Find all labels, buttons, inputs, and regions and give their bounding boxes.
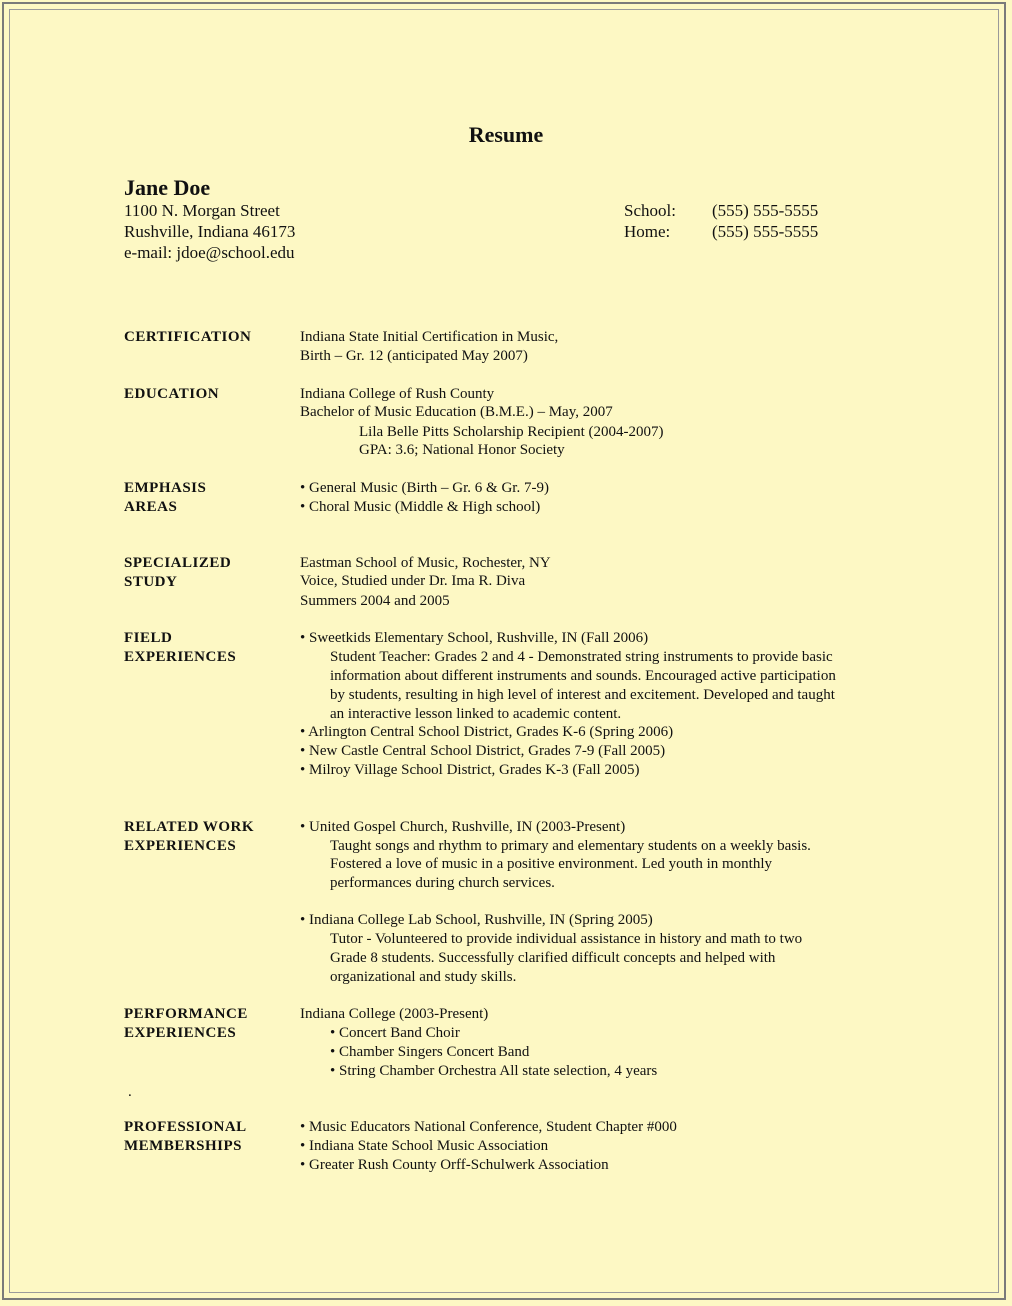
education-line: GPA: 3.6; National Honor Society xyxy=(359,442,565,458)
related-desc-line: Fostered a love of music in a positive environment. Led youth in monthly xyxy=(330,856,773,872)
home-phone-value: (555) 555-5555 xyxy=(712,222,819,241)
field-desc-line: an interactive lesson linked to academic content. xyxy=(330,706,622,722)
education-heading: EDUCATION xyxy=(124,386,220,402)
field-desc-line: by students, resulting in high level of interest and excitement. Developed and taught xyxy=(330,687,835,703)
emphasis-item: • General Music (Birth – Gr. 6 & Gr. 7-9) xyxy=(300,480,549,496)
related-job: • United Gospel Church, Rushville, IN (2003-Present) xyxy=(300,819,626,835)
performance-item: • Chamber Singers Concert Band xyxy=(330,1044,530,1060)
resume-title: Resume xyxy=(468,122,544,147)
certification-heading: CERTIFICATION xyxy=(124,329,252,345)
school-phone-label: School: xyxy=(624,201,676,220)
specialized-line: Eastman School of Music, Rochester, NY xyxy=(300,555,551,571)
applicant-name: Jane Doe xyxy=(124,175,211,200)
field-item: • New Castle Central School District, Grades 7-9 (Fall 2005) xyxy=(300,743,666,759)
performance-item: • String Chamber Orchestra All state selection, 4 years xyxy=(330,1063,658,1079)
specialized-line: Voice, Studied under Dr. Ima R. Diva xyxy=(300,573,526,589)
street-address: 1100 N. Morgan Street xyxy=(124,201,280,220)
related-desc-line: Taught songs and rhythm to primary and elementary students on a weekly basis. xyxy=(330,838,811,854)
field-desc-line: information about different instruments and sounds. Encouraged active participation xyxy=(330,668,836,684)
email-address: e-mail: jdoe@school.edu xyxy=(124,243,295,262)
membership-item: • Greater Rush County Orff-Schulwerk Association xyxy=(300,1157,609,1173)
field-item: • Milroy Village School District, Grades K-3 (Fall 2005) xyxy=(300,762,640,778)
memberships-heading: PROFESSIONAL MEMBERSHIPS xyxy=(124,1119,247,1154)
certification-line: Birth – Gr. 12 (anticipated May 2007) xyxy=(300,348,528,364)
emphasis-item: • Choral Music (Middle & High school) xyxy=(300,499,541,515)
related-desc-line: organizational and study skills. xyxy=(330,969,517,985)
related-job: • Indiana College Lab School, Rushville, IN (Spring 2005) xyxy=(300,912,653,928)
specialized-heading: SPECIALIZED STUDY xyxy=(124,555,232,590)
city-address: Rushville, Indiana 46173 xyxy=(124,222,296,241)
performance-item: • Concert Band Choir xyxy=(330,1025,460,1041)
home-phone-label: Home: xyxy=(624,222,671,241)
related-desc-line: Grade 8 students. Successfully clarified difficult concepts and helped with xyxy=(330,950,776,966)
related-desc-line: performances during church services. xyxy=(330,875,555,891)
related-work-heading: RELATED WORK EXPERIENCES xyxy=(124,819,255,854)
performance-line: Indiana College (2003-Present) xyxy=(300,1006,489,1022)
stray-dot: . xyxy=(128,1084,132,1100)
related-desc-line: Tutor - Volunteered to provide individual assistance in history and math to two xyxy=(330,931,803,947)
school-phone-value: (555) 555-5555 xyxy=(712,201,819,220)
field-item: • Sweetkids Elementary School, Rushville, IN (Fall 2006) xyxy=(300,630,649,646)
field-desc-line: Student Teacher: Grades 2 and 4 - Demonstrated string instruments to provide basic xyxy=(330,649,833,665)
specialized-line: Summers 2004 and 2005 xyxy=(300,593,450,609)
field-heading: FIELD EXPERIENCES xyxy=(124,630,237,665)
emphasis-heading: EMPHASIS AREAS xyxy=(124,480,207,515)
certification-line: Indiana State Initial Certification in Music, xyxy=(300,329,559,345)
education-line: Bachelor of Music Education (B.M.E.) – May, 2007 xyxy=(300,404,613,420)
education-line: Lila Belle Pitts Scholarship Recipient (2004-2007) xyxy=(359,424,664,440)
performance-heading: PERFORMANCE EXPERIENCES xyxy=(124,1006,248,1041)
education-line: Indiana College of Rush County xyxy=(300,386,495,402)
field-item: • Arlington Central School District, Grades K-6 (Spring 2006) xyxy=(300,724,674,740)
membership-item: • Indiana State School Music Association xyxy=(300,1138,549,1154)
membership-item: • Music Educators National Conference, Student Chapter #000 xyxy=(300,1119,677,1135)
